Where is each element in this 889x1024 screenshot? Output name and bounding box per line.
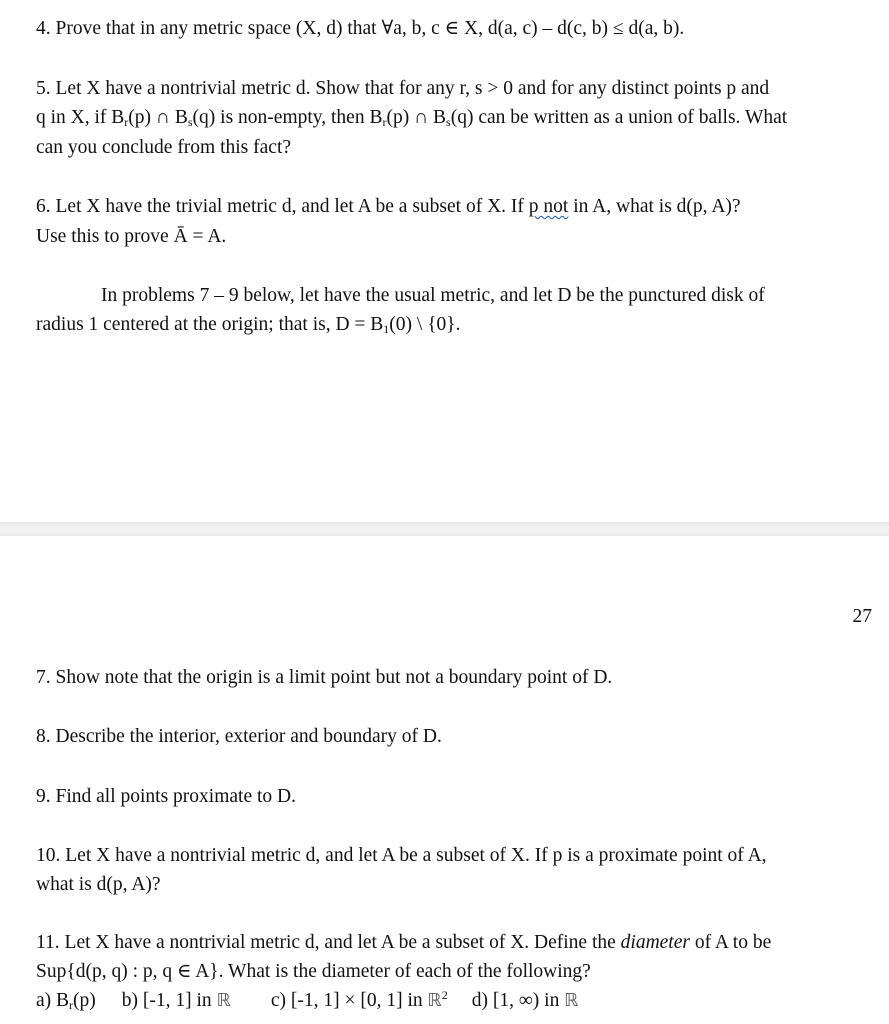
page-number: 27: [852, 606, 872, 627]
option-c: c) [-1, 1] × [0, 1] in ℝ$^2$: [270, 988, 448, 1011]
problem-11-line-2: Sup{d(p, q) : p, q ∈ A}. What is the diameter of each of the following?: [36, 961, 591, 982]
problem-4: 4. Prove that in any metric space (X, d) that ∀a, b, c ∈ X, d(a, c) – d(c, b) ≤ d(a, b).: [36, 18, 685, 39]
problem-10-line-2: what is d(p, A)?: [36, 874, 161, 895]
problem-5-line-1: 5. Let X have a nontrivial metric d. Show that for any r, s > 0 and for any distinct points p and: [36, 78, 770, 99]
problem-5-line-2: q in X, if $B_r(p)$ ∩ $B_s(q)$ is non-empty, then $B_r(p)$ ∩ $B_s(q)$ can be written as a union of balls. What: [36, 107, 788, 129]
problem-5-line-3: can you conclude from this fact?: [36, 137, 292, 158]
option-a: a) $B_r(p)$: [36, 990, 96, 1012]
problem-6-line-2: Use this to prove Ā = A.: [36, 226, 227, 247]
page-break: [0, 522, 889, 536]
problem-7: 7. Show note that the origin is a limit point but not a boundary point of D.: [36, 667, 613, 688]
spellcheck-underline: p not: [528, 196, 569, 217]
option-d: d) [1, ∞) in ℝ: [471, 990, 579, 1011]
intro-line-2: radius 1 centered at the origin; that is, $D = B_1(0)$ \ {0}.: [36, 314, 461, 336]
problem-11-options: [36, 990, 578, 1012]
problem-8: 8. Describe the interior, exterior and boundary of D.: [36, 726, 442, 747]
option-b: b) [-1, 1] in ℝ: [121, 990, 231, 1011]
problem-11-line-1: 11. Let X have a nontrivial metric d, and let A be a subset of X. Define the diameter of A to be: [36, 932, 772, 953]
problem-10-line-1: 10. Let X have a nontrivial metric d, and let A be a subset of X. If p is a proximate point of A,: [36, 845, 767, 866]
problem-6-line-1: 6. Let X have the trivial metric d, and let A be a subset of X. If p not in A, what is d(p, A)?: [36, 196, 741, 217]
intro-line-1: In problems 7 – 9 below, let have the usual metric, and let D be the punctured disk of: [101, 285, 765, 306]
problem-9: 9. Find all points proximate to D.: [36, 786, 296, 807]
